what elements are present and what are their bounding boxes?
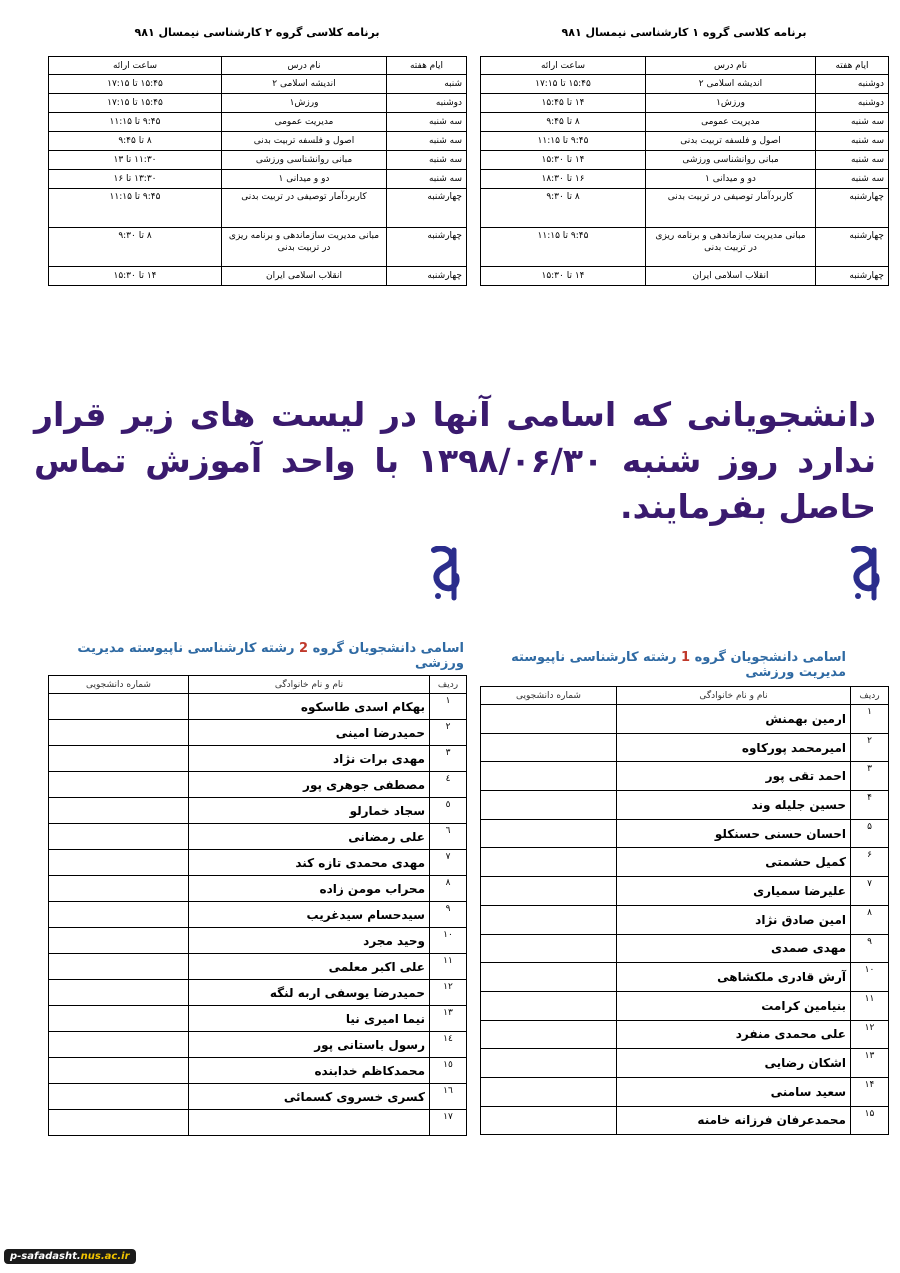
table-row: [49, 850, 467, 876]
table-row: [49, 746, 467, 772]
student-name-cell: وحید مجرد: [189, 928, 430, 954]
time-cell: ۱۵:۴۵ تا ۱۷:۱۵: [49, 94, 222, 113]
time-cell: ۱۳:۳۰ تا ۱۶: [49, 170, 222, 189]
student-id-cell: [49, 694, 189, 720]
student-id-cell: [49, 1058, 189, 1084]
table-row: [481, 991, 889, 1020]
row-index-cell: ۳: [430, 746, 467, 772]
header-student-id: شماره دانشجویی: [49, 676, 189, 694]
course-cell: دو و میدانی ۱: [646, 170, 816, 189]
table-row: [481, 819, 889, 848]
row-index-cell: ٥: [430, 798, 467, 824]
student-name-cell: سیدحسام سیدغریب: [189, 902, 430, 928]
table-row: [49, 1032, 467, 1058]
day-cell: دوشنبه: [816, 94, 889, 113]
row-index-cell: ۲: [430, 720, 467, 746]
course-cell: ورزش۱: [646, 94, 816, 113]
student-name-cell: [189, 1110, 430, 1136]
student-name-cell: سعید سامنی: [617, 1077, 851, 1106]
day-cell: چهارشنبه: [387, 228, 467, 267]
row-index-cell: ۵: [851, 819, 889, 848]
table-row: [481, 733, 889, 762]
student-name-cell: احمد تقی پور: [617, 762, 851, 791]
student-id-cell: [49, 876, 189, 902]
student-name-cell: حمیدرضا امینی: [189, 720, 430, 746]
roster-group2-body: [49, 694, 467, 1136]
course-cell: ورزش۱: [222, 94, 387, 113]
university-logo-icon: [848, 546, 882, 604]
student-name-cell: احسان حسنی حسنکلو: [617, 819, 851, 848]
course-cell: اندیشه اسلامی ۲: [646, 75, 816, 94]
student-name-cell: بهکام اسدی طاسکوه: [189, 694, 430, 720]
day-cell: سه شنبه: [387, 170, 467, 189]
row-index-cell: ۱۳: [851, 1049, 889, 1078]
table-header-row: [481, 57, 889, 75]
table-row: [481, 228, 889, 267]
header-index: ردیف: [430, 676, 467, 694]
table-row: [481, 848, 889, 877]
student-id-cell: [481, 819, 617, 848]
table-row: [49, 1058, 467, 1084]
row-index-cell: ١٦: [430, 1084, 467, 1110]
table-row: [49, 113, 467, 132]
course-cell: کاربردآمار توصیفی در تربیت بدنی: [222, 189, 387, 228]
footer-url[interactable]: [4, 1249, 136, 1264]
table-row: [49, 824, 467, 850]
roster-group2-table: [48, 675, 467, 1136]
student-name-cell: کمیل حشمتی: [617, 848, 851, 877]
time-cell: ۸ تا ۹:۴۵: [481, 113, 646, 132]
student-id-cell: [481, 905, 617, 934]
table-row: [481, 94, 889, 113]
student-name-cell: حسین جلیله وند: [617, 791, 851, 820]
table-header-row: [481, 687, 889, 705]
student-name-cell: ارمین بهمنش: [617, 705, 851, 734]
student-name-cell: مهدی محمدی تازه کند: [189, 850, 430, 876]
table-row: [49, 1006, 467, 1032]
time-cell: ۸ تا ۹:۳۰: [481, 189, 646, 228]
row-index-cell: ۱: [851, 705, 889, 734]
student-name-cell: بنیامین کرامت: [617, 991, 851, 1020]
table-row: [49, 132, 467, 151]
student-id-cell: [49, 980, 189, 1006]
row-index-cell: ١١: [430, 954, 467, 980]
table-header-row: [49, 57, 467, 75]
title-suffix: رشته کارشناسی ناپیوسته مدیریت ورزشی: [511, 650, 846, 680]
university-logo-icon: [428, 546, 462, 604]
table-row: [49, 980, 467, 1006]
row-index-cell: ۶: [851, 848, 889, 877]
course-cell: اندیشه اسلامی ۲: [222, 75, 387, 94]
time-cell: ۱۵:۴۵ تا ۱۷:۱۵: [49, 75, 222, 94]
course-cell: دو و میدانی ۱: [222, 170, 387, 189]
student-name-cell: محراب مومن زاده: [189, 876, 430, 902]
table-row: [49, 798, 467, 824]
student-id-cell: [49, 928, 189, 954]
student-name-cell: امیرمحمد پورکاوه: [617, 733, 851, 762]
student-id-cell: [481, 848, 617, 877]
row-index-cell: ١٣: [430, 1006, 467, 1032]
student-id-cell: [49, 798, 189, 824]
schedule-group2-title: برنامه کلاسی گروه ۲ کارشناسی نیمسال ۹۸۱: [134, 26, 380, 39]
group-number: 1: [681, 650, 691, 665]
student-name-cell: علیرضا سمیاری: [617, 877, 851, 906]
row-index-cell: ۴: [851, 791, 889, 820]
time-cell: ۱۴ تا ۱۵:۴۵: [481, 94, 646, 113]
table-row: [49, 876, 467, 902]
course-cell: مبانی روانشناسی ورزشی: [222, 151, 387, 170]
table-row: [481, 1077, 889, 1106]
title-prefix: اسامی دانشجویان گروه: [694, 650, 846, 665]
table-row: [481, 132, 889, 151]
student-id-cell: [49, 1110, 189, 1136]
row-index-cell: ۷: [851, 877, 889, 906]
student-id-cell: [49, 902, 189, 928]
table-row: [481, 905, 889, 934]
student-id-cell: [481, 1049, 617, 1078]
row-index-cell: ١٥: [430, 1058, 467, 1084]
table-row: [481, 934, 889, 963]
student-name-cell: حمیدرضا یوسفی اربه لنگه: [189, 980, 430, 1006]
day-cell: چهارشنبه: [816, 189, 889, 228]
header-day: ایام هفته: [387, 57, 467, 75]
table-row: [481, 1020, 889, 1049]
time-cell: ۹:۴۵ تا ۱۱:۱۵: [49, 189, 222, 228]
header-course: نام درس: [646, 57, 816, 75]
course-cell: اصول و فلسفه تربیت بدنی: [646, 132, 816, 151]
student-name-cell: مهدی برات نژاد: [189, 746, 430, 772]
student-id-cell: [49, 1006, 189, 1032]
day-cell: چهارشنبه: [387, 189, 467, 228]
footer-url-domain: nus.ac.ir: [80, 1251, 130, 1262]
roster-group2-title: [48, 641, 464, 671]
student-id-cell: [481, 791, 617, 820]
table-row: [49, 902, 467, 928]
row-index-cell: ۳: [851, 762, 889, 791]
course-cell: اصول و فلسفه تربیت بدنی: [222, 132, 387, 151]
course-cell: مدیریت عمومی: [222, 113, 387, 132]
group-number: 2: [299, 641, 309, 656]
time-cell: ۱۵:۴۵ تا ۱۷:۱۵: [481, 75, 646, 94]
notice-text: دانشجویانی که اسامی آنها در لیست های زیر قرار ندارد روز شنبه ۱۳۹۸/۰۶/۳۰ با واحد آموزش تماس حاصل بفرمایند.: [34, 395, 876, 526]
schedule-group1-title: برنامه کلاسی گروه ۱ کارشناسی نیمسال ۹۸۱: [561, 26, 807, 39]
row-index-cell: ۱۲: [851, 1020, 889, 1049]
student-id-cell: [481, 762, 617, 791]
title-suffix: رشته کارشناسی ناپیوسته مدیریت ورزشی: [77, 641, 464, 671]
day-cell: سه شنبه: [387, 132, 467, 151]
table-row: [481, 963, 889, 992]
student-name-cell: امین صادق نژاد: [617, 905, 851, 934]
table-row: [49, 228, 467, 267]
day-cell: چهارشنبه: [816, 228, 889, 267]
course-cell: مبانی مدیریت سازماندهی و برنامه ریزی در تربیت بدنی: [646, 228, 816, 267]
student-id-cell: [481, 934, 617, 963]
table-row: [49, 928, 467, 954]
table-row: [481, 705, 889, 734]
student-name-cell: سجاد خمارلو: [189, 798, 430, 824]
row-index-cell: ٤: [430, 772, 467, 798]
table-row: [481, 267, 889, 286]
day-cell: شنبه: [387, 75, 467, 94]
header-index: ردیف: [851, 687, 889, 705]
student-id-cell: [481, 733, 617, 762]
row-index-cell: ۹: [851, 934, 889, 963]
student-id-cell: [49, 824, 189, 850]
day-cell: چهارشنبه: [816, 267, 889, 286]
title-prefix: اسامی دانشجویان گروه: [312, 641, 464, 656]
student-id-cell: [481, 877, 617, 906]
row-index-cell: ۲: [851, 733, 889, 762]
student-id-cell: [49, 1084, 189, 1110]
row-index-cell: ٧: [430, 850, 467, 876]
table-row: [49, 1084, 467, 1110]
student-name-cell: نیما امیری نیا: [189, 1006, 430, 1032]
table-row: [481, 762, 889, 791]
course-cell: انقلاب اسلامی ایران: [222, 267, 387, 286]
roster-group1-body: [481, 705, 889, 1135]
table-row: [49, 694, 467, 720]
schedule-group2-body: [49, 75, 467, 286]
student-name-cell: علی محمدی منفرد: [617, 1020, 851, 1049]
header-name: نام و نام خانوادگی: [617, 687, 851, 705]
course-cell: انقلاب اسلامی ایران: [646, 267, 816, 286]
time-cell: ۹:۴۵ تا ۱۱:۱۵: [481, 228, 646, 267]
student-id-cell: [481, 705, 617, 734]
table-row: [49, 772, 467, 798]
student-name-cell: رسول باستانی پور: [189, 1032, 430, 1058]
student-name-cell: کسری خسروی کسمائی: [189, 1084, 430, 1110]
footer-url-prefix: p-safadasht.: [10, 1251, 81, 1262]
table-row: [481, 189, 889, 228]
table-row: [49, 954, 467, 980]
student-id-cell: [49, 772, 189, 798]
course-cell: کاربردآمار توصیفی در تربیت بدنی: [646, 189, 816, 228]
header-day: ایام هفته: [816, 57, 889, 75]
student-name-cell: محمدکاظم خدابنده: [189, 1058, 430, 1084]
table-row: [481, 791, 889, 820]
row-index-cell: ۱۱: [851, 991, 889, 1020]
day-cell: سه شنبه: [387, 113, 467, 132]
header-student-id: شماره دانشجویی: [481, 687, 617, 705]
student-id-cell: [49, 850, 189, 876]
student-name-cell: اشکان رضایی: [617, 1049, 851, 1078]
row-index-cell: ١٢: [430, 980, 467, 1006]
time-cell: ۱۴ تا ۱۵:۳۰: [481, 151, 646, 170]
student-id-cell: [49, 1032, 189, 1058]
day-cell: دوشنبه: [387, 94, 467, 113]
time-cell: ۱۱:۳۰ تا ۱۳: [49, 151, 222, 170]
table-row: [481, 113, 889, 132]
time-cell: ۸ تا ۹:۴۵: [49, 132, 222, 151]
student-name-cell: مهدی صمدی: [617, 934, 851, 963]
row-index-cell: ١٠: [430, 928, 467, 954]
student-name-cell: آرش قادری ملکشاهی: [617, 963, 851, 992]
row-index-cell: ۱۵: [851, 1106, 889, 1135]
table-row: [49, 75, 467, 94]
row-index-cell: ١٤: [430, 1032, 467, 1058]
student-id-cell: [49, 954, 189, 980]
day-cell: چهارشنبه: [387, 267, 467, 286]
day-cell: دوشنبه: [816, 75, 889, 94]
table-row: [49, 151, 467, 170]
time-cell: ۱۴ تا ۱۵:۳۰: [49, 267, 222, 286]
day-cell: سه شنبه: [816, 113, 889, 132]
roster-group1-title: [480, 650, 846, 680]
time-cell: ۱۶ تا ۱۸:۳۰: [481, 170, 646, 189]
table-row: [481, 75, 889, 94]
table-row: [49, 170, 467, 189]
student-id-cell: [49, 720, 189, 746]
student-id-cell: [481, 1020, 617, 1049]
header-course: نام درس: [222, 57, 387, 75]
student-id-cell: [481, 991, 617, 1020]
table-row: [49, 94, 467, 113]
table-row: [49, 1110, 467, 1136]
header-time: ساعت ارائه: [481, 57, 646, 75]
table-row: [49, 720, 467, 746]
row-index-cell: ۱۰: [851, 963, 889, 992]
student-id-cell: [481, 1077, 617, 1106]
row-index-cell: ۱۴: [851, 1077, 889, 1106]
table-row: [481, 170, 889, 189]
row-index-cell: ۸: [851, 905, 889, 934]
table-row: [481, 151, 889, 170]
table-row: [481, 877, 889, 906]
day-cell: سه شنبه: [816, 151, 889, 170]
day-cell: سه شنبه: [387, 151, 467, 170]
row-index-cell: ۱: [430, 694, 467, 720]
time-cell: ۹:۴۵ تا ۱۱:۱۵: [49, 113, 222, 132]
schedule-group2-table: [48, 56, 467, 286]
day-cell: سه شنبه: [816, 132, 889, 151]
time-cell: ۹:۴۵ تا ۱۱:۱۵: [481, 132, 646, 151]
row-index-cell: ٨: [430, 876, 467, 902]
roster-group1-table: [480, 686, 889, 1135]
student-name-cell: علی رمضانی: [189, 824, 430, 850]
student-name-cell: محمدعرفان فرزانه خامنه: [617, 1106, 851, 1135]
table-header-row: [49, 676, 467, 694]
course-cell: مدیریت عمومی: [646, 113, 816, 132]
table-row: [49, 267, 467, 286]
time-cell: ۱۴ تا ۱۵:۳۰: [481, 267, 646, 286]
schedule-group1-table: [480, 56, 889, 286]
row-index-cell: ١٧: [430, 1110, 467, 1136]
header-time: ساعت ارائه: [49, 57, 222, 75]
table-row: [49, 189, 467, 228]
time-cell: ۸ تا ۹:۳۰: [49, 228, 222, 267]
schedule-group1-body: [481, 75, 889, 286]
student-id-cell: [49, 746, 189, 772]
student-id-cell: [481, 963, 617, 992]
day-cell: سه شنبه: [816, 170, 889, 189]
student-name-cell: مصطفی جوهری پور: [189, 772, 430, 798]
course-cell: مبانی مدیریت سازماندهی و برنامه ریزی در تربیت بدنی: [222, 228, 387, 267]
table-row: [481, 1049, 889, 1078]
row-index-cell: ٦: [430, 824, 467, 850]
header-name: نام و نام خانوادگی: [189, 676, 430, 694]
course-cell: مبانی روانشناسی ورزشی: [646, 151, 816, 170]
student-name-cell: علی اکبر معلمی: [189, 954, 430, 980]
table-row: [481, 1106, 889, 1135]
student-id-cell: [481, 1106, 617, 1135]
row-index-cell: ٩: [430, 902, 467, 928]
